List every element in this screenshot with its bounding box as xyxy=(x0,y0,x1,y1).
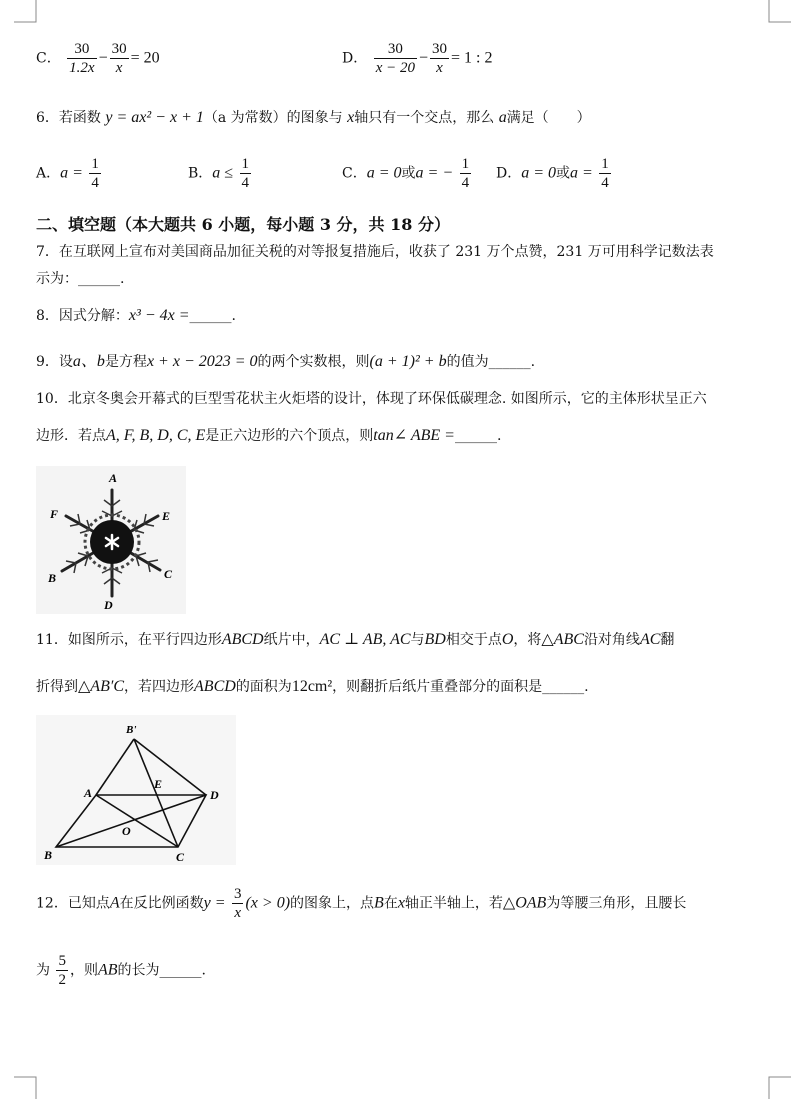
q11-line2: 折得到△AB′C，若四边形ABCD的面积为12cm²，则翻折后纸片重叠部分的面积是______. xyxy=(36,678,589,695)
option-label: D． xyxy=(342,50,368,67)
q10-line1: 10．北京冬奥会开幕式的巨型雪花状主火炬塔的设计，体现了环保低碳理念. 如图所示，它的主体形状呈正六 xyxy=(36,391,707,407)
section-heading: 二、填空题（本大题共 6 小题，每小题 3 分，共 18 分） xyxy=(36,215,450,234)
figure-label-c: C xyxy=(164,567,173,581)
fraction: $\frac{30}{x}$ xyxy=(111,41,127,76)
q7-line1: 7．在互联网上宣布对美国商品加征关税的对等报复措施后，收获了 231 万个点赞，231 万可用科学记数法表 xyxy=(36,244,714,260)
option-label: C． xyxy=(36,50,61,67)
fraction: $\frac{1}{4}$ xyxy=(241,156,250,191)
figure-label-bprime: B' xyxy=(126,724,137,736)
crop-mark-bottom-right xyxy=(767,1075,791,1099)
q6-option-a: A．a = $\frac{1}{4}$ xyxy=(36,156,99,191)
figure-label-a: A xyxy=(84,786,93,800)
fraction: $\frac{3}{x}$ xyxy=(233,886,242,921)
figure-label-b: B xyxy=(48,571,57,585)
fraction: $\frac{30}{1.2x}$ xyxy=(69,41,95,76)
fraction: $\frac{30}{x - 20}$ xyxy=(375,41,415,76)
q6-option-c: C．a = 0或a = − $\frac{1}{4}$ xyxy=(342,156,470,191)
snowflake-figure xyxy=(36,466,186,614)
q8: 8．因式分解：x³ − 4x =______. xyxy=(36,307,236,324)
figure-label-o: O xyxy=(122,824,131,838)
figure-label-f: F xyxy=(50,507,59,521)
figure-label-e: E xyxy=(154,777,163,791)
q6-stem: 6．若函数 y = ax² − x + 1（a 为常数）的图象与 x轴只有一个交点，那么 a满足（ ） xyxy=(36,109,591,126)
figure-label-c: C xyxy=(176,850,185,864)
figure-label-a: A xyxy=(109,471,118,485)
fraction: $\frac{1}{4}$ xyxy=(601,156,609,191)
q6-option-d: D．a = 0或a = $\frac{1}{4}$ xyxy=(496,156,609,191)
q12-line2: 为 $\frac{5}{2}$ ，则AB的长为______. xyxy=(36,953,206,988)
q5-option-d: D． $\frac{30}{x - 20}$ − $\frac{30}{x}$ = 1 : 2 xyxy=(342,41,493,76)
q5-option-c: C． $\frac{30}{1.2x}$ − $\frac{30}{x}$ = 20 xyxy=(36,41,160,76)
q12-line1: 12．已知点A在反比例函数y = $\frac{3}{x}$ (x > 0)的图象上，点B在x轴正半轴上，若△OAB为等腰三角形，且腰长 xyxy=(36,886,687,921)
fraction: $\frac{1}{4}$ xyxy=(91,156,99,191)
crop-mark-bottom-left xyxy=(14,1075,38,1099)
figure-label-d: D xyxy=(104,598,113,612)
fraction: $\frac{30}{x}$ xyxy=(432,41,447,76)
figure-label-e: E xyxy=(162,509,171,523)
q10-line2: 边形．若点A, F, B, D, C, E是正六边形的六个顶点，则tan∠ ABE =______. xyxy=(36,427,502,444)
fraction: $\frac{1}{4}$ xyxy=(461,156,470,191)
crop-mark-top-right xyxy=(767,0,791,24)
figure-label-b: B xyxy=(44,848,53,862)
crop-mark-top-left xyxy=(14,0,38,24)
q6-option-b: B．a ≤ $\frac{1}{4}$ xyxy=(188,156,250,191)
fraction: $\frac{5}{2}$ xyxy=(58,953,66,988)
q9: 9．设a、b是方程x + x − 2023 = 0的两个实数根，则(a + 1)² + b的值为______. xyxy=(36,353,536,370)
q7-line2: 示为：______. xyxy=(36,271,125,287)
figure-label-d: D xyxy=(210,788,219,802)
parallelogram-figure xyxy=(36,715,236,865)
q11-line1: 11．如图所示，在平行四边形ABCD纸片中，AC ⊥ AB, AC与BD相交于点O，将△ABC沿对角线AC翻 xyxy=(36,631,675,648)
